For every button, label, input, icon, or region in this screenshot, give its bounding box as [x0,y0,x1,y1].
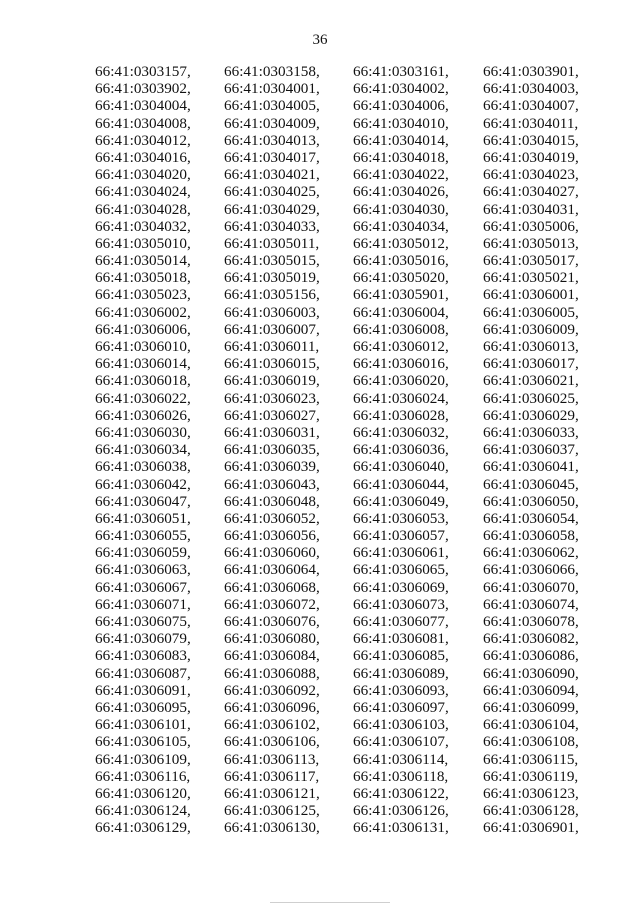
cadastral-code: 66:41:0306093, [353,681,449,699]
cadastral-code: 66:41:0305015, [224,252,320,270]
cadastral-code: 66:41:0306050, [483,492,579,510]
cadastral-code: 66:41:0303901, [483,63,579,80]
codes-row [95,476,615,493]
cadastral-code: 66:41:0306095, [95,698,191,716]
cadastral-code: 66:41:0303902, [95,80,191,98]
cadastral-code: 66:41:0305156, [224,286,320,304]
cadastral-code: 66:41:0306020, [353,372,449,390]
cadastral-code: 66:41:0306076, [224,613,320,630]
cadastral-code: 66:41:0306096, [224,698,320,716]
cadastral-code: 66:41:0303158, [224,63,320,80]
cadastral-code: 66:41:0306045, [483,475,579,493]
cadastral-code: 66:41:0306022, [95,389,191,407]
cadastral-code: 66:41:0306094, [483,681,579,699]
codes-row [95,338,615,355]
cadastral-code: 66:41:0306116, [95,767,191,785]
cadastral-code: 66:41:0306102, [224,716,320,734]
codes-row [95,647,615,664]
codes-row [95,372,615,389]
cadastral-code: 66:41:0304018, [353,148,449,166]
codes-row [95,235,615,252]
cadastral-code: 66:41:0306066, [483,561,579,579]
cadastral-code: 66:41:0304033, [224,217,320,235]
cadastral-code: 66:41:0304027, [483,183,579,201]
cadastral-code: 66:41:0304005, [224,97,320,115]
cadastral-code: 66:41:0306121, [224,784,320,802]
codes-row [95,115,615,132]
codes-row [95,441,615,458]
cadastral-code: 66:41:0306010, [95,338,191,355]
cadastral-code: 66:41:0304016, [95,148,191,166]
cadastral-code: 66:41:0306085, [353,647,449,665]
cadastral-code: 66:41:0304020, [95,166,191,184]
cadastral-code: 66:41:0306038, [95,458,191,476]
cadastral-code: 66:41:0306026, [95,406,191,424]
cadastral-code: 66:41:0305014, [95,252,191,270]
cadastral-code: 66:41:0306124, [95,802,191,820]
cadastral-code: 66:41:0306044, [353,475,449,493]
cadastral-code: 66:41:0306008, [353,320,449,338]
codes-row [95,424,615,441]
codes-row [95,527,615,544]
cadastral-code: 66:41:0304010, [353,114,449,132]
cadastral-code: 66:41:0304017, [224,148,320,166]
cadastral-code: 66:41:0304008, [95,114,191,132]
cadastral-code: 66:41:0304006, [353,97,449,115]
cadastral-code: 66:41:0306089, [353,664,449,682]
cadastral-code: 66:41:0306129, [95,819,191,837]
cadastral-code: 66:41:0306123, [483,784,579,802]
cadastral-code: 66:41:0306001, [483,286,579,304]
codes-row [95,80,615,97]
cadastral-code: 66:41:0306023, [224,389,320,407]
cadastral-code: 66:41:0306057, [353,527,449,545]
cadastral-code: 66:41:0305017, [483,252,579,270]
cadastral-code: 66:41:0304034, [353,217,449,235]
cadastral-code: 66:41:0305020, [353,269,449,287]
cadastral-code: 66:41:0306125, [224,802,320,820]
codes-row [95,201,615,218]
cadastral-code: 66:41:0306009, [483,320,579,338]
cadastral-code: 66:41:0306071, [95,595,191,613]
cadastral-code: 66:41:0304031, [483,200,579,218]
cadastral-code: 66:41:0306126, [353,802,449,820]
cadastral-code: 66:41:0304032, [95,217,191,235]
cadastral-code: 66:41:0306090, [483,664,579,682]
cadastral-code: 66:41:0304021, [224,166,320,184]
cadastral-code: 66:41:0306101, [95,716,191,734]
cadastral-code: 66:41:0304019, [483,148,579,166]
cadastral-code: 66:41:0306080, [224,630,320,648]
cadastral-code: 66:41:0306060, [224,544,320,562]
codes-row [95,785,615,802]
cadastral-code: 66:41:0306075, [95,613,191,630]
codes-row [95,218,615,235]
cadastral-code: 66:41:0306021, [483,372,579,390]
cadastral-code: 66:41:0305012, [353,234,449,252]
cadastral-code: 66:41:0306087, [95,664,191,682]
cadastral-code: 66:41:0306131, [353,819,449,837]
cadastral-code: 66:41:0306025, [483,389,579,407]
cadastral-code: 66:41:0306052, [224,509,320,527]
cadastral-code: 66:41:0305016, [353,252,449,270]
codes-row [95,407,615,424]
cadastral-code: 66:41:0306039, [224,458,320,476]
cadastral-code: 66:41:0306042, [95,475,191,493]
cadastral-code: 66:41:0306035, [224,441,320,459]
cadastral-code: 66:41:0304023, [483,166,579,184]
scan-edge-line [270,902,390,903]
cadastral-code: 66:41:0306078, [483,613,579,630]
codes-row [95,819,615,836]
cadastral-code: 66:41:0304029, [224,200,320,218]
cadastral-code: 66:41:0306024, [353,389,449,407]
cadastral-code: 66:41:0306068, [224,578,320,596]
cadastral-code: 66:41:0306120, [95,784,191,802]
codes-row [95,768,615,785]
cadastral-code: 66:41:0306003, [224,303,320,321]
cadastral-code: 66:41:0305021, [483,269,579,287]
cadastral-code: 66:41:0304024, [95,183,191,201]
cadastral-code: 66:41:0306115, [483,750,579,768]
cadastral-code: 66:41:0306015, [224,355,320,373]
cadastral-code: 66:41:0306014, [95,355,191,373]
cadastral-code: 66:41:0304007, [483,97,579,115]
cadastral-code: 66:41:0306004, [353,303,449,321]
cadastral-code: 66:41:0306083, [95,647,191,665]
cadastral-code: 66:41:0306091, [95,681,191,699]
codes-row [95,63,615,80]
codes-row [95,286,615,303]
codes-row [95,149,615,166]
cadastral-code: 66:41:0306108, [483,733,579,751]
cadastral-code: 66:41:0306901, [483,819,579,837]
codes-row [95,183,615,200]
cadastral-code: 66:41:0306019, [224,372,320,390]
codes-row [95,699,615,716]
cadastral-code: 66:41:0306104, [483,716,579,734]
cadastral-code: 66:41:0304002, [353,80,449,98]
cadastral-code: 66:41:0306005, [483,303,579,321]
cadastral-code: 66:41:0306034, [95,441,191,459]
cadastral-code: 66:41:0305013, [483,234,579,252]
codes-row [95,269,615,286]
cadastral-code: 66:41:0304001, [224,80,320,98]
codes-row [95,166,615,183]
codes-row [95,665,615,682]
cadastral-code: 66:41:0306002, [95,303,191,321]
cadastral-code: 66:41:0306032, [353,423,449,441]
cadastral-code: 66:41:0306103, [353,716,449,734]
cadastral-code: 66:41:0306007, [224,320,320,338]
cadastral-code: 66:41:0305019, [224,269,320,287]
codes-row [95,355,615,372]
cadastral-code: 66:41:0306070, [483,578,579,596]
cadastral-code: 66:41:0306051, [95,509,191,527]
cadastral-code: 66:41:0304025, [224,183,320,201]
cadastral-code: 66:41:0306036, [353,441,449,459]
cadastral-code: 66:41:0306055, [95,527,191,545]
codes-row [95,458,615,475]
cadastral-code: 66:41:0306074, [483,595,579,613]
cadastral-code: 66:41:0306048, [224,492,320,510]
cadastral-code: 66:41:0305011, [224,234,320,252]
cadastral-code: 66:41:0306047, [95,492,191,510]
cadastral-code: 66:41:0305006, [483,217,579,235]
cadastral-code: 66:41:0304014, [353,131,449,149]
cadastral-code: 66:41:0306065, [353,561,449,579]
cadastral-code: 66:41:0306043, [224,475,320,493]
cadastral-code: 66:41:0306073, [353,595,449,613]
cadastral-code: 66:41:0306122, [353,784,449,802]
cadastral-code: 66:41:0306016, [353,355,449,373]
cadastral-code: 66:41:0306119, [483,767,579,785]
cadastral-code: 66:41:0306030, [95,423,191,441]
codes-row [95,630,615,647]
cadastral-code: 66:41:0305023, [95,286,191,304]
cadastral-code: 66:41:0306067, [95,578,191,596]
cadastral-code: 66:41:0306040, [353,458,449,476]
codes-row [95,751,615,768]
codes-row [95,544,615,561]
cadastral-code: 66:41:0306063, [95,561,191,579]
cadastral-code: 66:41:0306059, [95,544,191,562]
cadastral-code: 66:41:0304013, [224,131,320,149]
cadastral-code: 66:41:0306058, [483,527,579,545]
cadastral-code: 66:41:0306017, [483,355,579,373]
cadastral-code: 66:41:0306086, [483,647,579,665]
cadastral-code: 66:41:0306088, [224,664,320,682]
codes-row [95,561,615,578]
cadastral-code: 66:41:0306117, [224,767,320,785]
codes-row [95,596,615,613]
cadastral-code: 66:41:0306069, [353,578,449,596]
cadastral-code: 66:41:0306033, [483,423,579,441]
codes-row [95,493,615,510]
cadastral-code: 66:41:0306006, [95,320,191,338]
cadastral-code: 66:41:0306072, [224,595,320,613]
codes-row [95,252,615,269]
codes-row [95,802,615,819]
cadastral-code: 66:41:0306062, [483,544,579,562]
codes-row [95,390,615,407]
codes-row [95,733,615,750]
cadastral-code: 66:41:0306012, [353,338,449,355]
cadastral-code: 66:41:0304011, [483,114,579,132]
cadastral-code: 66:41:0306079, [95,630,191,648]
cadastral-code: 66:41:0304022, [353,166,449,184]
cadastral-code: 66:41:0306097, [353,698,449,716]
cadastral-code: 66:41:0306077, [353,613,449,630]
cadastral-code: 66:41:0306061, [353,544,449,562]
cadastral-code: 66:41:0306081, [353,630,449,648]
cadastral-code: 66:41:0306013, [483,338,579,355]
codes-row [95,716,615,733]
cadastral-code: 66:41:0306064, [224,561,320,579]
cadastral-code: 66:41:0306027, [224,406,320,424]
cadastral-code: 66:41:0306082, [483,630,579,648]
cadastral-code: 66:41:0304004, [95,97,191,115]
cadastral-code: 66:41:0304015, [483,131,579,149]
cadastral-code: 66:41:0306037, [483,441,579,459]
cadastral-code: 66:41:0304003, [483,80,579,98]
cadastral-code: 66:41:0306054, [483,509,579,527]
cadastral-code: 66:41:0306105, [95,733,191,751]
cadastral-code: 66:41:0304012, [95,131,191,149]
cadastral-code: 66:41:0304009, [224,114,320,132]
cadastral-code: 66:41:0304026, [353,183,449,201]
cadastral-code: 66:41:0306049, [353,492,449,510]
codes-row [95,321,615,338]
cadastral-code: 66:41:0306113, [224,750,320,768]
cadastral-code: 66:41:0306031, [224,423,320,441]
codes-row [95,613,615,630]
cadastral-code: 66:41:0306128, [483,802,579,820]
cadastral-code: 66:41:0305901, [353,286,449,304]
cadastral-code: 66:41:0306114, [353,750,449,768]
cadastral-code: 66:41:0306109, [95,750,191,768]
codes-row [95,132,615,149]
cadastral-code: 66:41:0306084, [224,647,320,665]
cadastral-code: 66:41:0306011, [224,338,320,355]
cadastral-code: 66:41:0306099, [483,698,579,716]
cadastral-code: 66:41:0305018, [95,269,191,287]
cadastral-codes-list [95,63,615,836]
codes-row [95,97,615,114]
cadastral-code: 66:41:0303161, [353,63,449,80]
codes-row [95,579,615,596]
cadastral-code: 66:41:0306106, [224,733,320,751]
cadastral-code: 66:41:0306118, [353,767,449,785]
cadastral-code: 66:41:0303157, [95,63,191,80]
cadastral-code: 66:41:0306130, [224,819,320,837]
cadastral-code: 66:41:0304030, [353,200,449,218]
cadastral-code: 66:41:0305010, [95,234,191,252]
cadastral-code: 66:41:0306107, [353,733,449,751]
codes-row [95,682,615,699]
cadastral-code: 66:41:0306053, [353,509,449,527]
codes-row [95,510,615,527]
cadastral-code: 66:41:0306041, [483,458,579,476]
codes-row [95,304,615,321]
cadastral-code: 66:41:0306029, [483,406,579,424]
cadastral-code: 66:41:0304028, [95,200,191,218]
cadastral-code: 66:41:0306018, [95,372,191,390]
cadastral-code: 66:41:0306028, [353,406,449,424]
cadastral-code: 66:41:0306056, [224,527,320,545]
page-number: 36 [312,32,328,48]
cadastral-code: 66:41:0306092, [224,681,320,699]
